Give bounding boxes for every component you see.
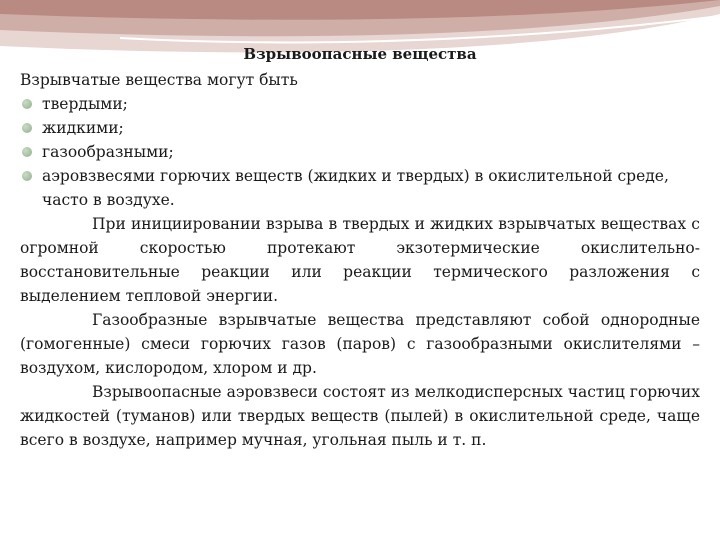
bullet-list bbox=[20, 92, 700, 212]
paragraph: При инициировании взрыва в твердых и жидких взрывчатых веществах с огромной скоростью протекают экзотермические окислительно-восстановительные реакции или реакции термического разложения с выделением тепловой энергии. bbox=[20, 215, 700, 305]
bullet-text: твердыми; bbox=[42, 95, 128, 113]
slide-title: Взрывоопасные вещества bbox=[243, 45, 477, 63]
bullet-text: аэровзвесями горючих веществ (жидких и твердых) в окислительной среде, часто в воздухе. bbox=[42, 167, 669, 209]
list-item bbox=[20, 164, 700, 212]
list-item bbox=[20, 140, 700, 164]
bullet-text: жидкими; bbox=[42, 119, 124, 137]
bullet-icon bbox=[22, 171, 32, 181]
bullet-icon bbox=[22, 147, 32, 157]
paragraph: Взрывоопасные аэровзвеси состоят из мелкодисперсных частиц горючих жидкостей (туманов) или твердых веществ (пылей) в окислительной среде, чаще всего в воздухе, например мучная, угольная пыль и т. п. bbox=[20, 383, 700, 449]
list-item bbox=[20, 116, 700, 140]
list-item bbox=[20, 92, 700, 116]
lead-text: Взрывчатые вещества могут быть bbox=[20, 71, 298, 89]
bullet-icon bbox=[22, 123, 32, 133]
slide-content bbox=[20, 44, 700, 452]
bullet-icon bbox=[22, 99, 32, 109]
bullet-text: газообразными; bbox=[42, 143, 174, 161]
paragraph: Газообразные взрывчатые вещества представляют собой однородные (гомогенные) смеси горючих газов (паров) с газообразными окислителями – воздухом, кислородом, хлором и др. bbox=[20, 311, 700, 377]
